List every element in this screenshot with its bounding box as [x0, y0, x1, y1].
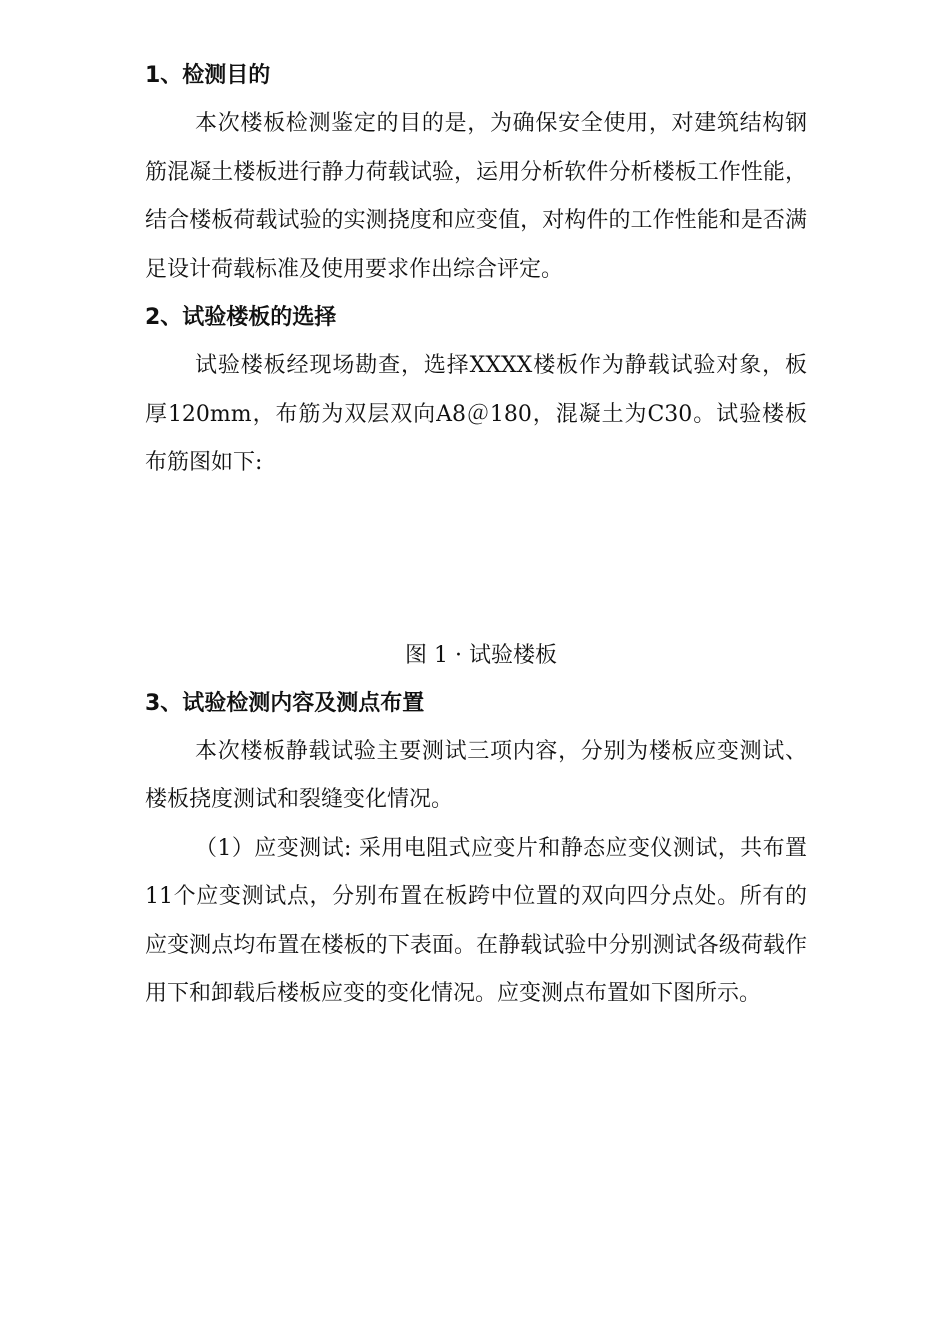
- section-2-heading: 2、试验楼板的选择: [145, 305, 337, 330]
- figure-1-placeholder: [145, 488, 807, 632]
- figure-1-caption: 图 1 · 试验楼板: [405, 642, 557, 668]
- section-3-heading: 3、试验检测内容及测点布置: [145, 690, 425, 716]
- document-page: [145, 52, 807, 1019]
- section-2-paragraph: 试验楼板经现场勘查，选择XXXX楼板作为静载试验对象，板厚120mm，布筋为双层双向A8＠180，混凝土为C30。试验楼板布筋图如下:: [145, 353, 807, 475]
- section-3-paragraph-1: 本次楼板静载试验主要测试三项内容，分别为楼板应变测试、楼板挠度测试和裂缝变化情况。: [145, 738, 807, 812]
- section-1-paragraph: 本次楼板检测鉴定的目的是，为确保安全使用，对建筑结构钢筋混凝土楼板进行静力荷载试验，运用分析软件分析楼板工作性能，结合楼板荷载试验的实测挠度和应变值，对构件的工作性能和是否满足设计荷载标准及使用要求作出综合评定。: [145, 111, 807, 282]
- section-3-paragraph-2: （1）应变测试: 采用电阻式应变片和静态应变仪测试，共布置11个应变测试点，分别布置在板跨中位置的双向四分点处。所有的应变测点均布置在楼板的下表面。在静载试验中分别测试各级荷载作用下和卸载后楼板应变的变化情况。应变测点布置如下图所示。: [145, 835, 807, 1006]
- section-1-heading: 1、检测目的: [145, 63, 271, 88]
